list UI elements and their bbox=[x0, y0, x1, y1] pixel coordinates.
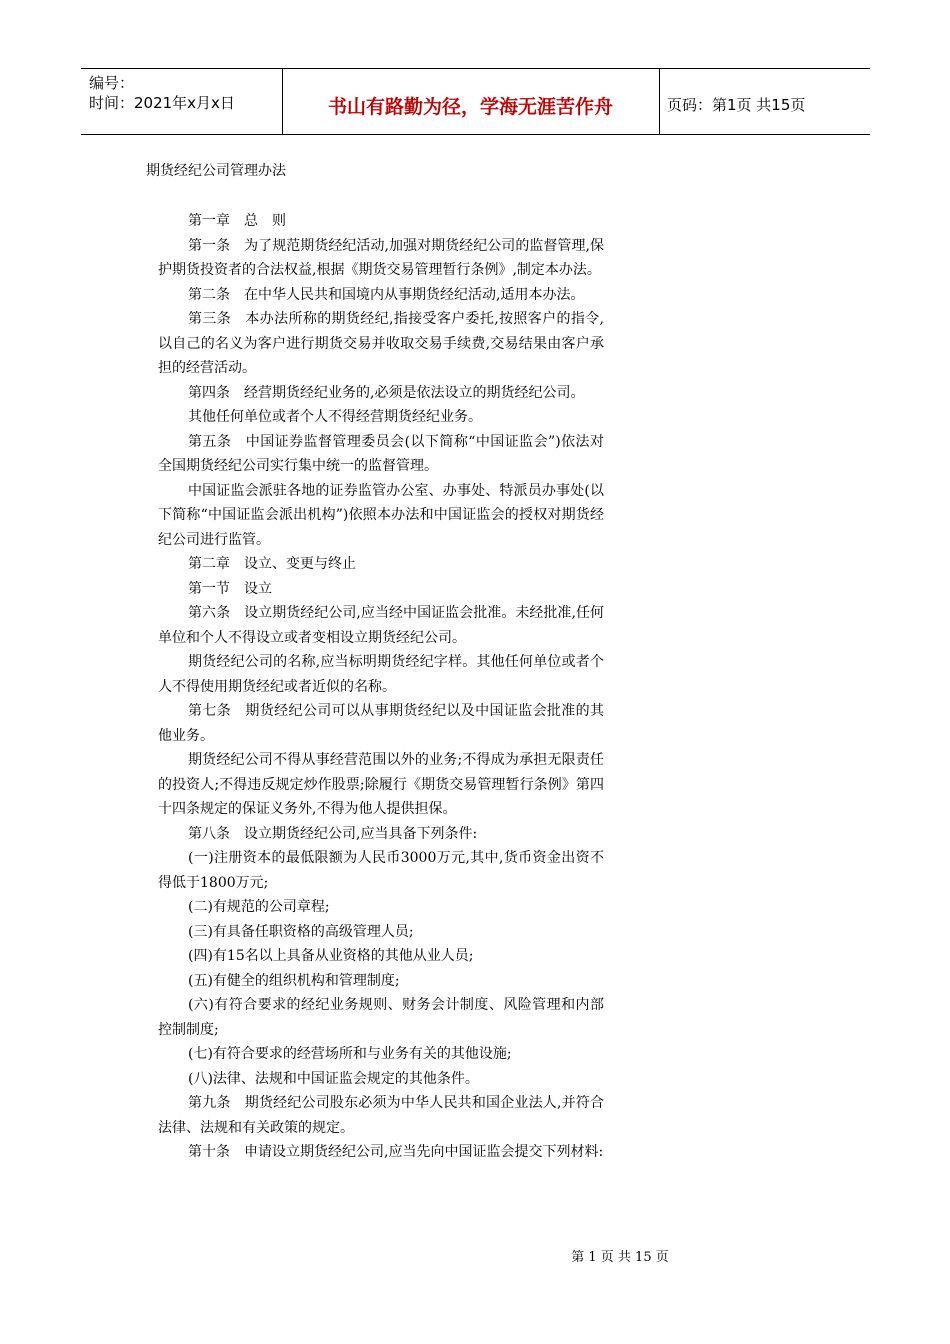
body-paragraph: 期货经纪公司不得从事经营范围以外的业务;不得成为承担无限责任的投资人;不得违反规定炒作股票;除履行《期货交易管理暂行条例》第四十四条规定的保证义务外,不得为他人提供担保。 bbox=[158, 752, 604, 817]
body-paragraph: 第六条 设立期货经纪公司,应当经中国证监会批准。未经批准,任何单位和个人不得设立或者变相设立期货经纪公司。 bbox=[158, 605, 604, 646]
body-paragraph: 第五条 中国证券监督管理委员会(以下简称“中国证监会”)依法对全国期货经纪公司实行集中统一的监督管理。 bbox=[158, 433, 604, 474]
body-paragraph: (一)注册资本的最低限额为人民币3000万元,其中,货币资金出资不得低于1800万元; bbox=[158, 850, 604, 891]
body-paragraph: 第四条 经营期货经纪业务的,必须是依法设立的期货经纪公司。 bbox=[188, 384, 585, 401]
body-paragraph: 期货经纪公司的名称,应当标明期货经纪字样。其他任何单位或者个人不得使用期货经纪或者近似的名称。 bbox=[158, 654, 604, 695]
body-paragraph: (二)有规范的公司章程; bbox=[188, 899, 330, 915]
body-paragraph: 其他任何单位或者个人不得经营期货经纪业务。 bbox=[188, 409, 482, 425]
body-paragraph: 第十条 申请设立期货经纪公司,应当先向中国证监会提交下列材料: bbox=[188, 1144, 604, 1160]
body-paragraph: (六)有符合要求的经纪业务规则、财务会计制度、风险管理和内部控制制度; bbox=[158, 997, 604, 1038]
body-paragraph: 第九条 期货经纪公司股东必须为中华人民共和国企业法人,并符合法律、法规和有关政策的规定。 bbox=[158, 1095, 604, 1136]
document-time-label: 时间：2021年x月x日 bbox=[89, 94, 235, 112]
body-paragraph: (三)有具备任职资格的高级管理人员; bbox=[188, 923, 414, 940]
body-paragraph: 第一节 设立 bbox=[188, 580, 272, 597]
document-title: 期货经纪公司管理办法 bbox=[146, 163, 286, 179]
body-paragraph: 中国证监会派驻各地的证券监管办公室、办事处、特派员办事处(以下简称“中国证监会派出机构”)依照本办法和中国证监会的授权对期货经纪公司进行监管。 bbox=[158, 482, 604, 548]
page-header bbox=[81, 68, 870, 135]
body-paragraph: (五)有健全的组织机构和管理制度; bbox=[188, 972, 400, 989]
body-paragraph: 第一章 总 则 bbox=[188, 213, 286, 229]
document-body bbox=[158, 209, 604, 1165]
page-footer: 第 1 页 共 15 页 bbox=[571, 1250, 669, 1265]
body-paragraph: 第二章 设立、变更与终止 bbox=[188, 556, 356, 572]
document-number-label: 编号： bbox=[89, 74, 135, 92]
body-paragraph: 第七条 期货经纪公司可以从事期货经纪以及中国证监会批准的其他业务。 bbox=[158, 703, 604, 744]
header-meta bbox=[89, 73, 279, 113]
body-paragraph: (七)有符合要求的经营场所和与业务有关的其他设施; bbox=[188, 1046, 512, 1062]
body-paragraph: 第八条 设立期货经纪公司,应当具备下列条件: bbox=[188, 825, 478, 842]
body-paragraph: (八)法律、法规和中国证监会规定的其他条件。 bbox=[188, 1070, 479, 1087]
body-paragraph: 第三条 本办法所称的期货经纪,指接受客户委托,按照客户的指令,以自己的名义为客户进行期货交易并收取交易手续费,交易结果由客户承担的经营活动。 bbox=[158, 311, 604, 376]
header-motto: 书山有路勤为径，学海无涯苦作舟 bbox=[327, 95, 613, 118]
header-divider-right bbox=[659, 69, 660, 134]
body-paragraph: 第一条 为了规范期货经纪活动,加强对期货经纪公司的监督管理,保护期货投资者的合法权益,根据《期货交易管理暂行条例》,制定本办法。 bbox=[158, 237, 604, 278]
header-page-info: 页码：第1页 共15页 bbox=[667, 95, 806, 114]
body-paragraph: (四)有15名以上具备从业资格的其他从业人员; bbox=[188, 948, 474, 964]
body-paragraph: 第二条 在中华人民共和国境内从事期货经纪活动,适用本办法。 bbox=[188, 286, 585, 303]
